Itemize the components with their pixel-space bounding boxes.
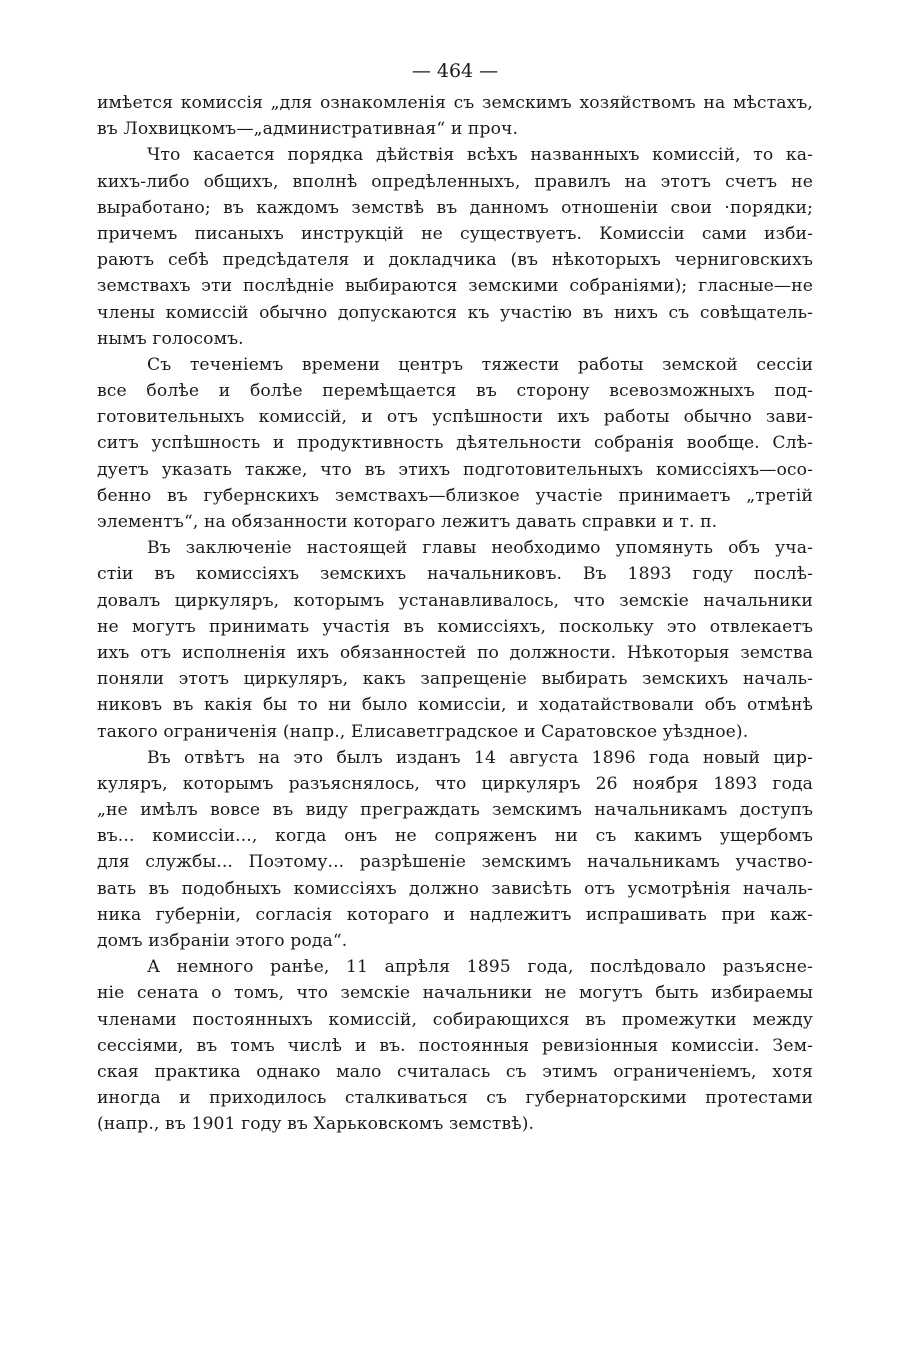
text-line: поняли этотъ циркуляръ, какъ запрещеніе выбирать земскихъ началь- — [97, 669, 813, 690]
text-line: причемъ писаныхъ инструкцій не существуетъ. Комиссіи сами изби- — [97, 223, 813, 244]
text-line: Въ отвѣтъ на это былъ изданъ 14 августа 1896 года новый цир- — [147, 747, 813, 768]
text-line: не могутъ принимать участія въ комиссіяхъ, поскольку это отвлекаетъ — [97, 616, 813, 637]
text-line: Что касается порядка дѣйствія всѣхъ названныхъ комиссій, то ка- — [147, 145, 813, 166]
text-line: ихъ отъ исполненія ихъ обязанностей по должности. Нѣкоторыя земства — [97, 642, 813, 663]
text-line: земствахъ эти послѣдніе выбираются земскими собраніями); гласные—не — [97, 276, 813, 297]
text-line: готовительныхъ комиссій, и отъ успѣшности ихъ работы обычно зави- — [97, 407, 813, 428]
text-line: ская практика однако мало считалась съ этимъ ограниченіемъ, хотя — [97, 1061, 813, 1082]
text-line: домъ избраніи этого рода“. — [97, 931, 348, 951]
text-line: нымъ голосомъ. — [97, 328, 244, 349]
text-line: въ... комиссіи..., когда онъ не сопряженъ ни съ какимъ ущербомъ — [97, 826, 813, 847]
text-line: Въ заключеніе настоящей главы необходимо упомянуть объ уча- — [147, 538, 813, 559]
text-line: выработано; въ каждомъ земствѣ въ данномъ отношеніи свои ·порядки; — [97, 197, 813, 218]
text-line: бенно въ губернскихъ земствахъ—близкое участіе принимаетъ „третій — [97, 485, 813, 506]
text-line: (напр., въ 1901 году въ Харьковскомъ земствѣ). — [97, 1114, 535, 1135]
text-line: стіи въ комиссіяхъ земскихъ начальниковъ. Въ 1893 году послѣ- — [97, 564, 813, 585]
text-line: для службы... Поэтому... разрѣшеніе земскимъ начальникамъ участво- — [97, 852, 813, 873]
text-line: Съ теченіемъ времени центръ тяжести работы земской сессіи — [147, 354, 813, 375]
text-line: ситъ успѣшность и продуктивность дѣятельности собранія вообще. Слѣ- — [97, 433, 813, 454]
text-line: А немного ранѣе, 11 апрѣля 1895 года, послѣдовало разъясне- — [147, 957, 813, 978]
text-line: имѣется комиссія „для ознакомленія съ земскимъ хозяйствомъ на мѣстахъ, — [97, 93, 813, 113]
text-line: въ Лохвицкомъ—„административная“ и проч. — [97, 119, 519, 140]
text-line: довалъ циркуляръ, которымъ устанавливалось, что земскіе начальники — [97, 590, 813, 611]
text-line: дуетъ указать также, что въ этихъ подготовительныхъ комиссіяхъ—осо- — [97, 459, 813, 480]
text-line: раютъ себѣ предсѣдателя и докладчика (въ нѣкоторыхъ черниговскихъ — [97, 250, 813, 271]
text-line: такого ограниченія (напр., Елисаветградское и Саратовское уѣздное). — [97, 721, 749, 742]
text-line: „не имѣлъ вовсе въ виду преграждать земскимъ начальникамъ доступъ — [97, 800, 813, 821]
text-line: куляръ, которымъ разъяснялось, что циркуляръ 26 ноября 1893 года — [97, 773, 813, 794]
text-line: ника губерніи, согласія котораго и надлежитъ испрашивать при каж- — [97, 904, 813, 925]
page-number: — 464 — — [411, 60, 499, 82]
text-line: ніе сената о томъ, что земскіе начальники не могутъ быть избираемы — [97, 983, 813, 1004]
text-line: элементъ“, на обязанности котораго лежитъ давать справки и т. п. — [97, 512, 718, 532]
book-page — [97, 58, 813, 1138]
text-line: членами постоянныхъ комиссій, собирающихся въ промежутки между — [97, 1009, 813, 1030]
text-line: иногда и приходилось сталкиваться съ губернаторскими протестами — [97, 1088, 813, 1109]
text-line: члены комиссій обычно допускаются къ участію въ нихъ съ совѣщатель- — [97, 302, 813, 323]
text-line: кихъ-либо общихъ, вполнѣ опредѣленныхъ, правилъ на этотъ счетъ не — [97, 171, 813, 192]
text-line: все болѣе и болѣе перемѣщается въ сторону всевозможныхъ под- — [97, 381, 813, 402]
text-line: вать въ подобныхъ комиссіяхъ должно зависѣть отъ усмотрѣнія началь- — [97, 878, 813, 899]
body-text — [97, 90, 813, 1138]
text-line: сессіями, въ томъ числѣ и въ. постоянныя ревизіонныя комиссіи. Зем- — [97, 1035, 813, 1056]
text-line: никовъ въ какія бы то ни было комиссіи, и ходатайствовали объ отмѣнѣ — [97, 695, 813, 716]
